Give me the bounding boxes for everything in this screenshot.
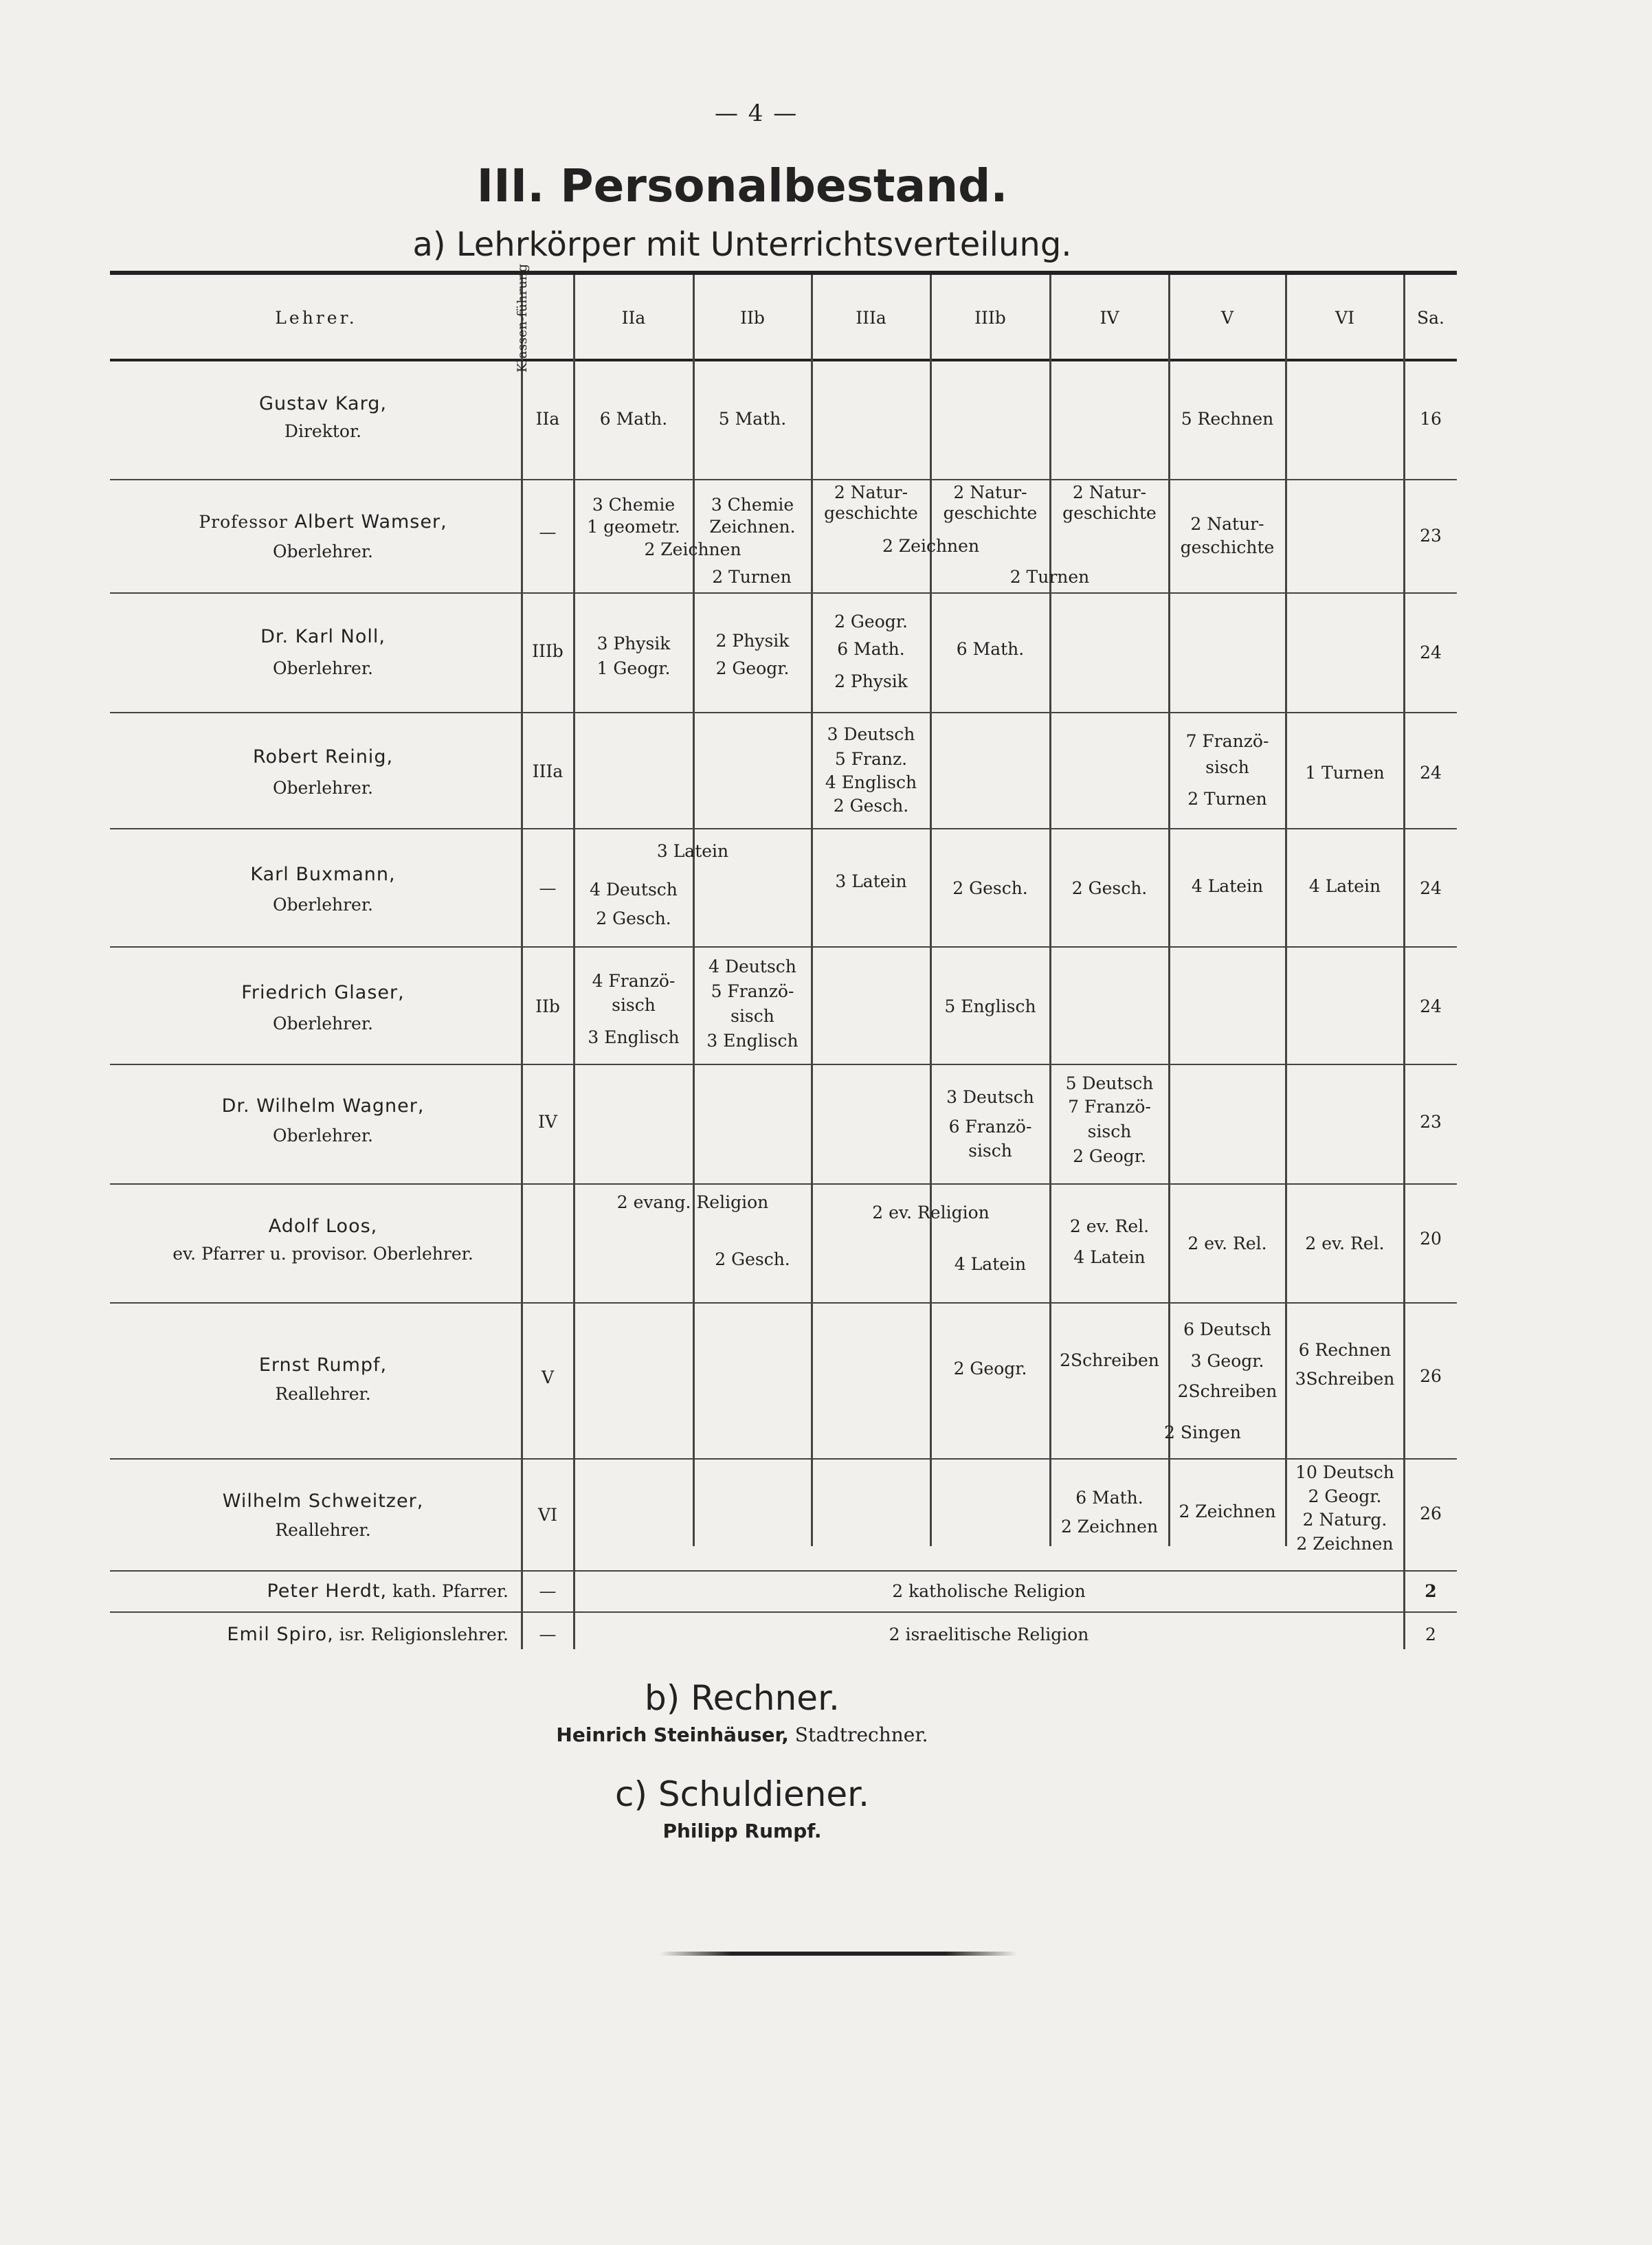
- lesson-entry: 4 Latein: [1191, 876, 1264, 896]
- lesson-entry: 4 Latein: [1073, 1247, 1146, 1267]
- header-iia: IIa: [621, 308, 646, 328]
- section-c-title: c) Schuldiener.: [614, 1774, 870, 1814]
- lesson-entry: 3 Chemie: [711, 495, 794, 515]
- lesson-entry: geschichte: [824, 503, 918, 523]
- class-lead: VI: [538, 1505, 557, 1525]
- lesson-entry: 3Schreiben: [1295, 1369, 1395, 1389]
- lesson-entry: 6 Math.: [599, 409, 668, 429]
- lesson-entry: 6 Math.: [1075, 1488, 1143, 1508]
- section-b-role: Stadtrechner.: [794, 1723, 928, 1746]
- column-divider: [693, 275, 695, 1546]
- column-divider: [811, 275, 813, 1546]
- teacher-name: Robert Reinig,: [252, 746, 394, 768]
- lesson-entry: 2 Zeichnen: [644, 539, 741, 559]
- lesson-entry: 1 Geogr.: [596, 658, 671, 678]
- teacher-name: Wilhelm Schweitzer,: [222, 1490, 424, 1512]
- lesson-entry: 2 Turnen: [1009, 567, 1090, 587]
- lesson-entry: 5 Englisch: [944, 996, 1036, 1016]
- header-sa: Sa.: [1417, 308, 1444, 328]
- teacher-role: Reallehrer.: [275, 1384, 371, 1404]
- class-lead: —: [539, 878, 557, 898]
- lesson-entry: 5 Deutsch: [1065, 1073, 1154, 1093]
- lesson-entry: 2 Zeichnen: [882, 536, 980, 556]
- lesson-entry: 7 Franzö-: [1185, 731, 1269, 751]
- lesson-entry: Zeichnen.: [709, 517, 796, 537]
- row-divider: [110, 712, 1457, 713]
- lesson-entry: 2 Natur-: [1072, 482, 1147, 502]
- lesson-entry: geschichte: [943, 503, 1038, 523]
- lesson-entry: sisch: [612, 995, 656, 1015]
- lesson-entry: 2 Geogr.: [1308, 1486, 1382, 1506]
- lesson-entry: 6 Math.: [837, 639, 905, 659]
- column-divider: [521, 275, 523, 1649]
- lesson-entry: 2 ev. Rel.: [1069, 1216, 1150, 1236]
- teacher-role: Oberlehrer.: [272, 541, 374, 561]
- lesson-entry: 7 Franzö-: [1068, 1097, 1151, 1117]
- teacher-role: Oberlehrer.: [272, 778, 374, 798]
- header-iib: IIb: [740, 308, 765, 328]
- row-divider: [110, 592, 1457, 594]
- lesson-entry: 3 Chemie: [592, 495, 676, 515]
- lesson-entry: 2 Natur-: [834, 482, 908, 502]
- row-divider: [110, 1302, 1457, 1304]
- teacher-name: Friedrich Glaser,: [241, 982, 405, 1003]
- lesson-entry: 2 Geogr.: [715, 658, 790, 678]
- lesson-entry: 2 ev. Rel.: [1305, 1233, 1385, 1253]
- lesson-entry: 2 Gesch.: [596, 908, 671, 928]
- lesson-entry: 6 Deutsch: [1183, 1319, 1271, 1339]
- column-divider: [930, 275, 932, 1546]
- lesson-entry: 3 Geogr.: [1190, 1351, 1264, 1371]
- lesson-entry: sisch: [1087, 1121, 1132, 1141]
- class-lead: V: [541, 1367, 555, 1387]
- teacher-name: Dr. Karl Noll,: [260, 626, 386, 647]
- lesson-entry: 10 Deutsch: [1295, 1462, 1394, 1482]
- row-total: 2: [1425, 1624, 1436, 1644]
- teacher-name: Peter Herdt,: [267, 1581, 388, 1602]
- row-total: 23: [1420, 1112, 1442, 1132]
- column-divider: [573, 275, 575, 1649]
- lesson-entry: 2 Physik: [834, 671, 908, 691]
- page-subtitle: a) Lehrkörper mit Unterrichtsverteilung.: [412, 225, 1072, 264]
- lesson-entry: 4 Latein: [954, 1254, 1027, 1274]
- row-total: 20: [1420, 1229, 1442, 1249]
- row-total: 24: [1420, 643, 1442, 662]
- lesson-entry: 5 Math.: [718, 409, 787, 429]
- lesson-entry: 2 evang. Religion: [616, 1192, 769, 1212]
- row-total: 24: [1420, 878, 1442, 898]
- lesson-entry: 2 Natur-: [953, 482, 1027, 502]
- lesson-entry: 4 Englisch: [825, 772, 917, 792]
- lesson-entry: 2 Natur-: [1190, 514, 1264, 534]
- class-lead: IV: [538, 1112, 557, 1132]
- header-lehrer: Lehrer.: [275, 308, 357, 328]
- section-b-title: b) Rechner.: [645, 1678, 840, 1718]
- lesson-entry: 2 Turnen: [712, 567, 792, 587]
- lesson-entry: 2 Geogr.: [953, 1359, 1027, 1378]
- row-divider: [110, 1064, 1457, 1065]
- lesson-entry: 5 Rechnen: [1181, 409, 1274, 429]
- teacher-role: Reallehrer.: [275, 1520, 371, 1540]
- closing-ornament: [660, 1952, 1017, 1956]
- lesson-entry: 4 Latein: [1308, 876, 1381, 896]
- teacher-role: Oberlehrer.: [272, 1014, 374, 1034]
- teacher-role: Oberlehrer.: [272, 1126, 374, 1146]
- lesson-entry: 2Schreiben: [1060, 1350, 1159, 1370]
- teacher-role: isr. Religionslehrer.: [339, 1624, 509, 1644]
- teacher-role: kath. Pfarrer.: [392, 1581, 509, 1601]
- lesson-entry: 2 Naturg.: [1302, 1510, 1387, 1530]
- lesson-entry: 2 Geogr.: [1073, 1146, 1146, 1166]
- lesson-entry: 2 Zeichnen: [1179, 1501, 1276, 1521]
- lesson-entry: 2 israelitische Religion: [889, 1624, 1089, 1644]
- lesson-entry: 2 Zeichnen: [1060, 1517, 1159, 1537]
- header-iiia: IIIa: [856, 308, 886, 328]
- header-v: V: [1220, 308, 1234, 328]
- teacher-role: Oberlehrer.: [272, 895, 374, 915]
- teacher-role: Oberlehrer.: [272, 658, 374, 678]
- class-lead: —: [539, 522, 557, 542]
- teacher-role: Direktor.: [284, 421, 362, 441]
- lesson-entry: 2 Gesch.: [715, 1249, 790, 1269]
- teacher-name: Ernst Rumpf,: [258, 1354, 388, 1376]
- row-total: 26: [1420, 1504, 1442, 1523]
- lesson-entry: 3 Deutsch: [946, 1087, 1034, 1107]
- class-lead: IIb: [535, 996, 560, 1016]
- lesson-entry: 2 katholische Religion: [892, 1581, 1086, 1601]
- lesson-entry: 2 Geogr.: [834, 612, 908, 632]
- teacher-name: Adolf Loos,: [268, 1216, 378, 1237]
- lesson-entry: 1 Turnen: [1305, 763, 1385, 783]
- teacher-title: Professor: [199, 512, 288, 532]
- header-iv: IV: [1100, 308, 1119, 328]
- lesson-entry: sisch: [1205, 757, 1249, 777]
- lesson-entry: 3 Latein: [656, 841, 729, 861]
- lesson-entry: 2 Physik: [715, 631, 790, 651]
- lesson-entry: sisch: [730, 1006, 774, 1026]
- row-divider: [110, 1611, 1457, 1613]
- row-divider: [110, 946, 1457, 948]
- lesson-entry: 6 Rechnen: [1298, 1340, 1392, 1360]
- class-lead: IIIa: [532, 761, 563, 781]
- lesson-entry: 3 Englisch: [706, 1031, 799, 1051]
- lesson-entry: sisch: [968, 1141, 1012, 1161]
- teacher-name: [137, 512, 509, 533]
- row-total: 2: [1425, 1581, 1437, 1601]
- lesson-entry: 3 Deutsch: [827, 724, 915, 744]
- lesson-entry: 5 Franzö-: [711, 981, 794, 1001]
- teacher-name: Dr. Wilhelm Wagner,: [221, 1095, 425, 1117]
- lesson-entry: 4 Deutsch: [590, 880, 678, 900]
- lesson-entry: 3 Latein: [835, 871, 907, 891]
- class-lead: IIa: [535, 409, 560, 429]
- section-c-person: Philipp Rumpf.: [662, 1820, 822, 1842]
- class-lead: —: [539, 1624, 557, 1644]
- lesson-entry: 5 Franz.: [834, 749, 908, 769]
- header-klassenfuehrung: Klassen-führung: [515, 263, 530, 373]
- lesson-entry: 2 Singen: [1164, 1422, 1241, 1442]
- lesson-entry: 3 Englisch: [588, 1027, 680, 1047]
- lesson-entry: 6 Math.: [956, 639, 1025, 659]
- column-divider: [1403, 275, 1405, 1649]
- lesson-entry: geschichte: [1062, 503, 1157, 523]
- teacher-line: [137, 1624, 509, 1645]
- row-total: 23: [1420, 526, 1442, 546]
- page-title: III. Personalbestand.: [476, 159, 1008, 212]
- table-header-rule: [110, 359, 1457, 361]
- teacher-name: Gustav Karg,: [259, 393, 387, 414]
- lesson-entry: 4 Deutsch: [708, 957, 796, 976]
- page-number: — 4 —: [715, 100, 799, 127]
- row-total: 26: [1420, 1366, 1442, 1386]
- row-divider: [110, 1458, 1457, 1460]
- teacher-role: ev. Pfarrer u. provisor. Oberlehrer.: [172, 1244, 473, 1264]
- lesson-entry: 2 Gesch.: [1071, 878, 1148, 898]
- row-divider: [110, 828, 1457, 829]
- teacher-name-text: Albert Wamser,: [294, 511, 447, 533]
- lesson-entry: 2 Gesch.: [833, 796, 909, 816]
- row-total: 16: [1420, 409, 1442, 429]
- class-lead: IIIb: [532, 641, 563, 661]
- lesson-entry: 1 geometr.: [587, 517, 680, 537]
- teacher-name: Emil Spiro,: [227, 1624, 334, 1645]
- row-divider: [110, 479, 1457, 480]
- lesson-entry: 2Schreiben: [1177, 1381, 1277, 1401]
- row-total: 24: [1420, 763, 1442, 783]
- table-top-rule: [110, 271, 1457, 275]
- lesson-entry: 2 ev. Rel.: [1187, 1233, 1267, 1253]
- lesson-entry: 2 ev. Religion: [872, 1203, 990, 1222]
- row-divider: [110, 1183, 1457, 1185]
- section-b-line: [0, 1723, 1484, 1746]
- lesson-entry: 3 Physik: [596, 634, 671, 654]
- lesson-entry: 2 Gesch.: [952, 878, 1028, 898]
- lesson-entry: geschichte: [1180, 537, 1275, 557]
- header-iiib: IIIb: [974, 308, 1006, 328]
- teacher-line: [137, 1581, 509, 1602]
- lesson-entry: 2 Zeichnen: [1296, 1534, 1394, 1554]
- section-b-person: Heinrich Steinhäuser,: [556, 1723, 789, 1746]
- lesson-entry: 6 Franzö-: [948, 1117, 1032, 1137]
- row-divider: [110, 1570, 1457, 1572]
- lesson-entry: 2 Turnen: [1187, 789, 1267, 809]
- header-vi: VI: [1335, 308, 1354, 328]
- class-lead: —: [539, 1581, 557, 1601]
- lesson-entry: 4 Franzö-: [592, 971, 676, 991]
- teacher-name: Karl Buxmann,: [250, 864, 396, 885]
- row-total: 24: [1420, 996, 1442, 1016]
